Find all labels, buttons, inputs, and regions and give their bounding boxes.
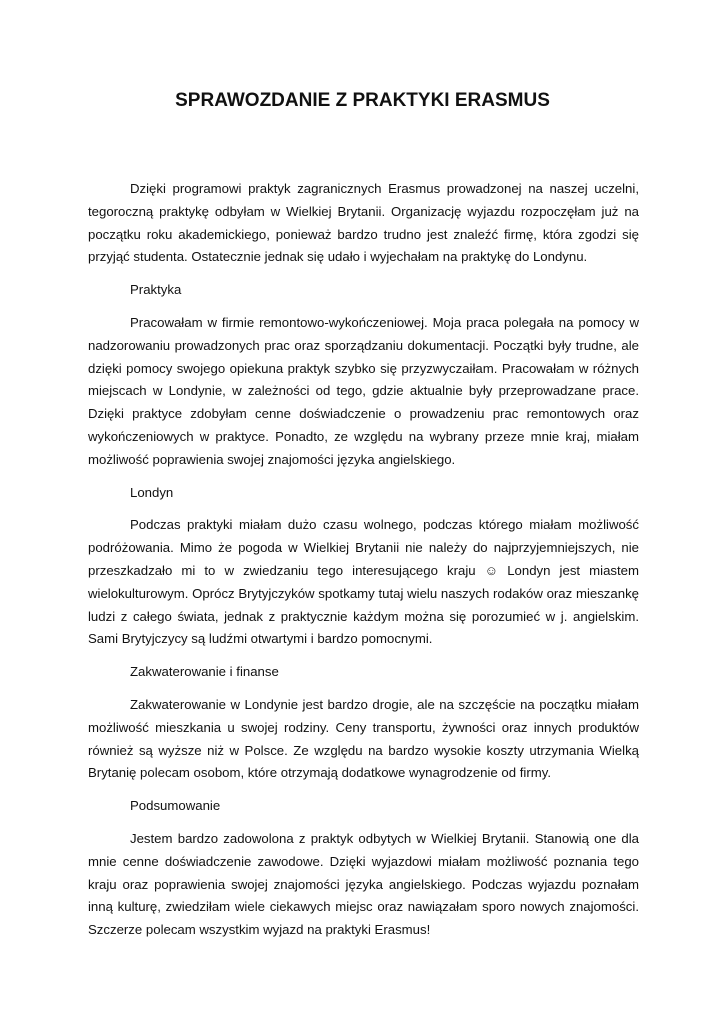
section-paragraph-praktyka: Pracowałam w firmie remontowo-wykończeniowej. Moja praca polegała na pomocy w nadzorowaniu prowadzonych prac oraz sporządzaniu dokumentacji. Początki były trudne, ale dzięki pomocy swojego opiekuna praktyk szybko się przyzwyczaiłam. Pracowałam w różnych miejscach w Londynie, w zależności od tego, gdzie aktualnie były przeprowadzane prace. Dzięki praktyce zdobyłam cenne doświadczenie o prowadzeniu prac remontowych oraz wykończeniowych w praktyce. Ponadto, ze względu na wybrany przeze mnie kraj, miałam możliwość poprawienia swojej znajomości języka angielskiego. — [88, 314, 639, 467]
section-paragraph-londyn: Podczas praktyki miałam dużo czasu wolnego, podczas którego miałam możliwość podróżowania. Mimo że pogoda w Wielkiej Brytanii nie należy do najprzyjemniejszych, nie przeszkadzało mi to w zwiedzaniu tego interesującego kraju ☺ Londyn jest miastem wielokulturowym. Oprócz Brytyjczyków spotkamy tutaj wielu naszych rodaków oraz mieszankę ludzi z całego świata, jednak z praktycznie każdym można się porozumieć w j. angielskim. Sami Brytyjczycy są ludźmi otwartymi i bardzo pomocnymi. — [88, 517, 639, 647]
section-paragraph-zakwaterowanie: Zakwaterowanie w Londynie jest bardzo drogie, ale na szczęście na początku miałam możliwość mieszkania u swojej rodziny. Ceny transportu, żywności oraz innych produktów również są wyższe niż w Polsce. Ze względu na bardzo wysokie koszty utrzymania Wielką Brytanię polecam osobom, które otrzymają dodatkowe wynagrodzenie od firmy. — [88, 696, 639, 781]
intro-paragraph: Dzięki programowi praktyk zagranicznych Erasmus prowadzonej na naszej uczelni, tegoroczną praktykę odbyłam w Wielkiej Brytanii. Organizację wyjazdu rozpoczęłam już na początku roku akademickiego, ponieważ bardzo trudno jest znaleźć firmę, która zgodzi się przyjąć studenta. Ostatecznie jednak się udało i wyjechałam na praktykę do Londynu. — [88, 181, 639, 265]
section-heading-podsumowanie: Podsumowanie — [130, 798, 221, 814]
section-heading-zakwaterowanie: Zakwaterowanie i finanse — [130, 664, 279, 680]
section-heading-praktyka: Praktyka — [130, 282, 182, 298]
document-body — [88, 178, 639, 942]
section-heading-londyn: Londyn — [130, 484, 174, 500]
document-title: SPRAWOZDANIE Z PRAKTYKI ERASMUS — [175, 90, 550, 111]
section-paragraph-podsumowanie: Jestem bardzo zadowolona z praktyk odbytych w Wielkiej Brytanii. Stanowią one dla mnie cenne doświadczenie zawodowe. Dzięki wyjazdowi miałam możliwość poznania tego kraju oraz poprawienia swojej znajomości języka angielskiego. Podczas wyjazdu poznałam inną kulturę, zwiedziłam wiele ciekawych miejsc oraz nawiązałam sporo nowych znajomości. Szczerze polecam wszystkim wyjazd na praktyki Erasmus! — [88, 830, 639, 938]
